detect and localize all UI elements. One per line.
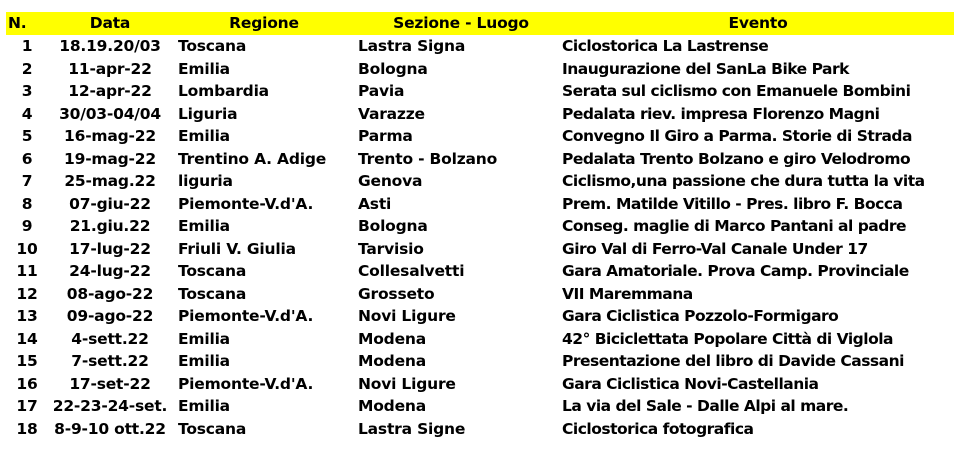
- table-row: [6, 373, 954, 396]
- row-region: Toscana: [178, 419, 247, 438]
- row-section-place: Varazze: [358, 104, 425, 123]
- row-number: 18: [16, 419, 38, 438]
- row-number: 6: [21, 149, 33, 168]
- row-region: Toscana: [178, 37, 247, 55]
- table-row: [6, 148, 954, 171]
- row-region: Emilia: [178, 217, 230, 235]
- table-row: [6, 418, 954, 441]
- row-event: Serata sul ciclismo con Emanuele Bombini: [562, 82, 911, 100]
- table-row: [6, 103, 954, 126]
- row-event: Ciclostorica fotografica: [562, 419, 754, 438]
- row-date: 16-mag-22: [64, 127, 156, 145]
- row-event: VII Maremmana: [562, 284, 693, 303]
- row-event: Convegno Il Giro a Parma. Storie di Strada: [562, 127, 912, 145]
- row-date: 22-23-24-set.: [52, 397, 168, 415]
- row-date: 17-lug-22: [69, 239, 151, 258]
- row-date: 21.giu.22: [69, 217, 151, 235]
- row-date: 4-sett.22: [71, 329, 149, 348]
- row-section-place: Trento - Bolzano: [358, 149, 498, 168]
- row-region: Toscana: [178, 262, 247, 280]
- row-date: 09-ago-22: [66, 307, 154, 325]
- row-region: Emilia: [178, 329, 230, 348]
- row-region: Trentino A. Adige: [178, 149, 327, 168]
- row-number: 11: [16, 262, 38, 280]
- table-row: [6, 35, 954, 58]
- row-number: 17: [16, 397, 38, 415]
- table-row: [6, 193, 954, 216]
- row-region: Emilia: [178, 59, 230, 78]
- row-event: Giro Val di Ferro-Val Canale Under 17: [562, 239, 868, 258]
- table-row: [6, 283, 954, 306]
- header-section-place: Sezione - Luogo: [393, 14, 529, 32]
- row-region: Piemonte-V.d'A.: [178, 194, 314, 213]
- row-event: Pedalata riev. impresa Florenzo Magni: [562, 104, 880, 123]
- row-number: 14: [16, 329, 38, 348]
- row-number: 2: [21, 59, 33, 78]
- table-row: [6, 215, 954, 238]
- row-event: 42° Biciclettata Popolare Città di Viglola: [562, 329, 894, 348]
- row-number: 5: [21, 127, 33, 145]
- row-section-place: Modena: [358, 329, 426, 348]
- row-number: 9: [21, 217, 33, 235]
- row-number: 4: [21, 104, 33, 123]
- events-table: [6, 12, 954, 440]
- row-number: 15: [16, 352, 38, 370]
- row-number: 16: [16, 374, 38, 393]
- table-row: [6, 350, 954, 373]
- row-region: Emilia: [178, 352, 230, 370]
- row-region: Friuli V. Giulia: [178, 239, 296, 258]
- row-region: Emilia: [178, 127, 230, 145]
- row-date: 19-mag-22: [64, 149, 156, 168]
- row-event: Presentazione del libro di Davide Cassani: [562, 352, 904, 370]
- row-date: 12-apr-22: [68, 82, 152, 100]
- table-row: [6, 125, 954, 148]
- row-date: 07-giu-22: [69, 194, 151, 213]
- row-event: Ciclismo,una passione che dura tutta la vita: [562, 172, 925, 190]
- header-region: Regione: [229, 14, 299, 32]
- table-row: [6, 58, 954, 81]
- row-event: La via del Sale - Dalle Alpi al mare.: [562, 397, 849, 415]
- row-section-place: Collesalvetti: [358, 262, 465, 280]
- row-date: 08-ago-22: [66, 284, 154, 303]
- row-event: Inaugurazione del SanLa Bike Park: [562, 59, 849, 78]
- row-region: Toscana: [178, 284, 247, 303]
- table-row: [6, 305, 954, 328]
- row-section-place: Lastra Signe: [358, 419, 466, 438]
- row-number: 7: [21, 172, 33, 190]
- row-section-place: Novi Ligure: [358, 307, 456, 325]
- row-section-place: Lastra Signa: [358, 37, 466, 55]
- row-section-place: Modena: [358, 352, 426, 370]
- table-row: [6, 80, 954, 103]
- table-header-row: [6, 12, 954, 35]
- row-section-place: Pavia: [358, 82, 405, 100]
- row-section-place: Bologna: [358, 217, 428, 235]
- row-date: 24-lug-22: [69, 262, 151, 280]
- row-date: 30/03-04/04: [59, 104, 161, 123]
- row-number: 13: [16, 307, 38, 325]
- row-region: Lombardia: [178, 82, 269, 100]
- header-date: Data: [89, 14, 131, 32]
- table-row: [6, 260, 954, 283]
- table-body: [6, 35, 954, 440]
- row-section-place: Asti: [358, 194, 392, 213]
- row-section-place: Novi Ligure: [358, 374, 456, 393]
- row-number: 10: [16, 239, 38, 258]
- row-number: 12: [16, 284, 38, 303]
- row-date: 7-sett.22: [71, 352, 149, 370]
- row-region: Liguria: [178, 104, 238, 123]
- row-number: 8: [21, 194, 33, 213]
- row-event: Gara Ciclistica Pozzolo-Formigaro: [562, 307, 839, 325]
- table-row: [6, 170, 954, 193]
- table-row: [6, 328, 954, 351]
- header-number: N.: [8, 14, 27, 32]
- row-event: Gara Amatoriale. Prova Camp. Provinciale: [562, 262, 909, 280]
- row-event: Pedalata Trento Bolzano e giro Velodromo: [562, 149, 911, 168]
- row-section-place: Parma: [358, 127, 413, 145]
- row-section-place: Modena: [358, 397, 426, 415]
- row-date: 25-mag.22: [64, 172, 156, 190]
- row-section-place: Genova: [358, 172, 423, 190]
- row-section-place: Tarvisio: [358, 239, 424, 258]
- row-date: 18.19.20/03: [59, 37, 161, 55]
- row-event: Conseg. maglie di Marco Pantani al padre: [562, 217, 907, 235]
- row-number: 1: [21, 37, 33, 55]
- row-section-place: Bologna: [358, 59, 428, 78]
- table-row: [6, 395, 954, 418]
- row-region: Piemonte-V.d'A.: [178, 307, 314, 325]
- row-event: Prem. Matilde Vitillo - Pres. libro F. Bocca: [562, 194, 903, 213]
- row-region: Emilia: [178, 397, 230, 415]
- header-event: Evento: [728, 14, 788, 32]
- row-region: Piemonte-V.d'A.: [178, 374, 314, 393]
- row-section-place: Grosseto: [358, 284, 435, 303]
- row-date: 17-set-22: [69, 374, 151, 393]
- row-date: 11-apr-22: [68, 59, 152, 78]
- row-number: 3: [21, 82, 33, 100]
- row-event: Gara Ciclistica Novi-Castellania: [562, 374, 819, 393]
- table-row: [6, 238, 954, 261]
- row-event: Ciclostorica La Lastrense: [562, 37, 769, 55]
- row-region: liguria: [178, 172, 233, 190]
- row-date: 8-9-10 ott.22: [54, 419, 166, 438]
